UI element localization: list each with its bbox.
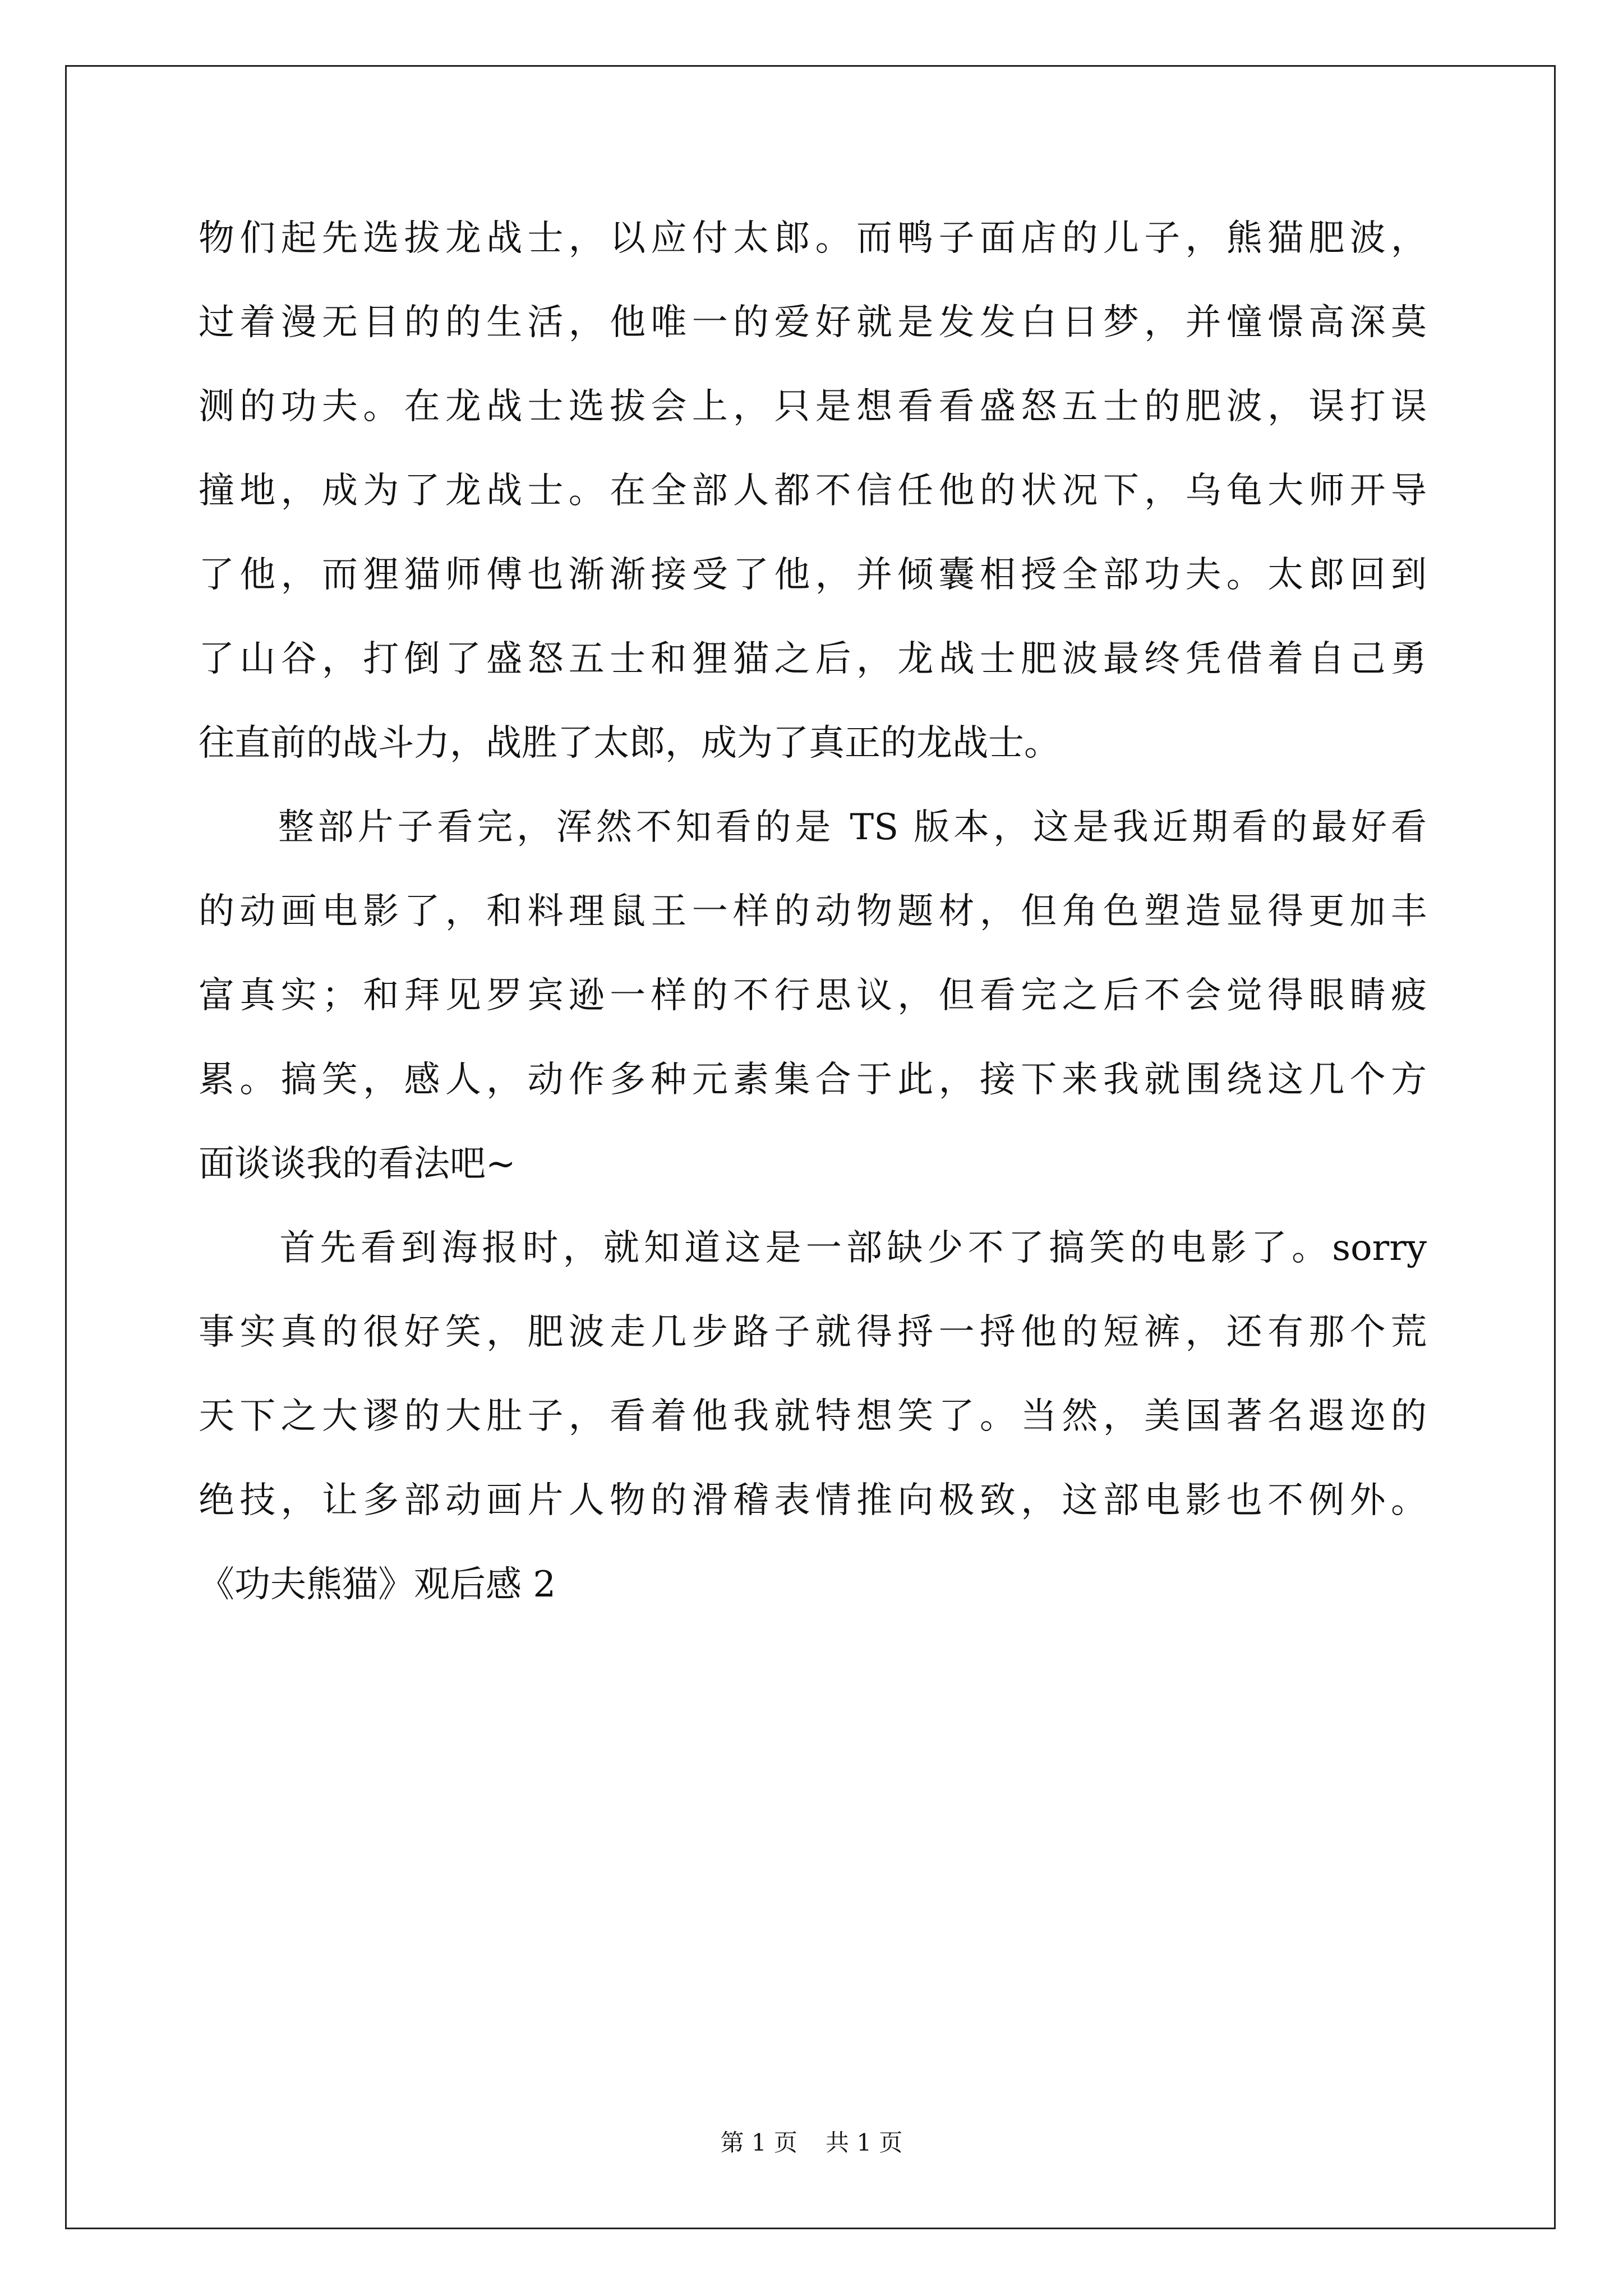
text-line: 富真实；和拜见罗宾逊一样的不行思议，但看完之后不会觉得眼睛疲 — [199, 975, 1427, 1016]
text-line: 物们起先选拔龙战士，以应付太郎。而鸭子面店的儿子，熊猫肥波， — [199, 218, 1427, 259]
text-line: 首先看到海报时，就知道这是一部缺少不了搞笑的电影了。sorry — [199, 1227, 1427, 1269]
text-line: 事实真的很好笑，肥波走几步路子就得捋一捋他的短裤，还有那个荒 — [199, 1312, 1427, 1353]
text-line: 累。搞笑，感人，动作多种元素集合于此，接下来我就围绕这几个方 — [199, 1059, 1427, 1101]
text-line: 撞地，成为了龙战士。在全部人都不信任他的状况下，乌龟大师开导 — [199, 470, 1427, 512]
section-heading: 《功夫熊猫》观后感 2 — [199, 1564, 556, 1605]
text-line: 整部片子看完，浑然不知看的是 TS 版本，这是我近期看的最好看 — [199, 807, 1427, 848]
page-footer — [0, 2126, 1623, 2160]
text-line: 面谈谈我的看法吧~ — [199, 1143, 516, 1185]
page-total: 共 1 页 — [826, 2129, 903, 2156]
page-number: 第 1 页 — [720, 2129, 797, 2156]
text-line: 了山谷，打倒了盛怒五士和狸猫之后，龙战士肥波最终凭借着自己勇 — [199, 638, 1427, 680]
text-line: 过着漫无目的的生活，他唯一的爱好就是发发白日梦，并憧憬高深莫 — [199, 302, 1427, 343]
text-line: 天下之大谬的大肚子，看着他我就特想笑了。当然，美国著名遐迩的 — [199, 1396, 1427, 1437]
text-line: 了他，而狸猫师傅也渐渐接受了他，并倾囊相授全部功夫。太郎回到 — [199, 554, 1427, 596]
text-line: 测的功夫。在龙战士选拔会上，只是想看看盛怒五士的肥波，误打误 — [199, 386, 1427, 427]
text-line: 绝技，让多部动画片人物的滑稽表情推向极致，这部电影也不例外。 — [199, 1480, 1427, 1521]
text-line: 往直前的战斗力，战胜了太郎，成为了真正的龙战士。 — [199, 723, 1060, 764]
text-line: 的动画电影了，和料理鼠王一样的动物题材，但角色塑造显得更加丰 — [199, 891, 1427, 932]
